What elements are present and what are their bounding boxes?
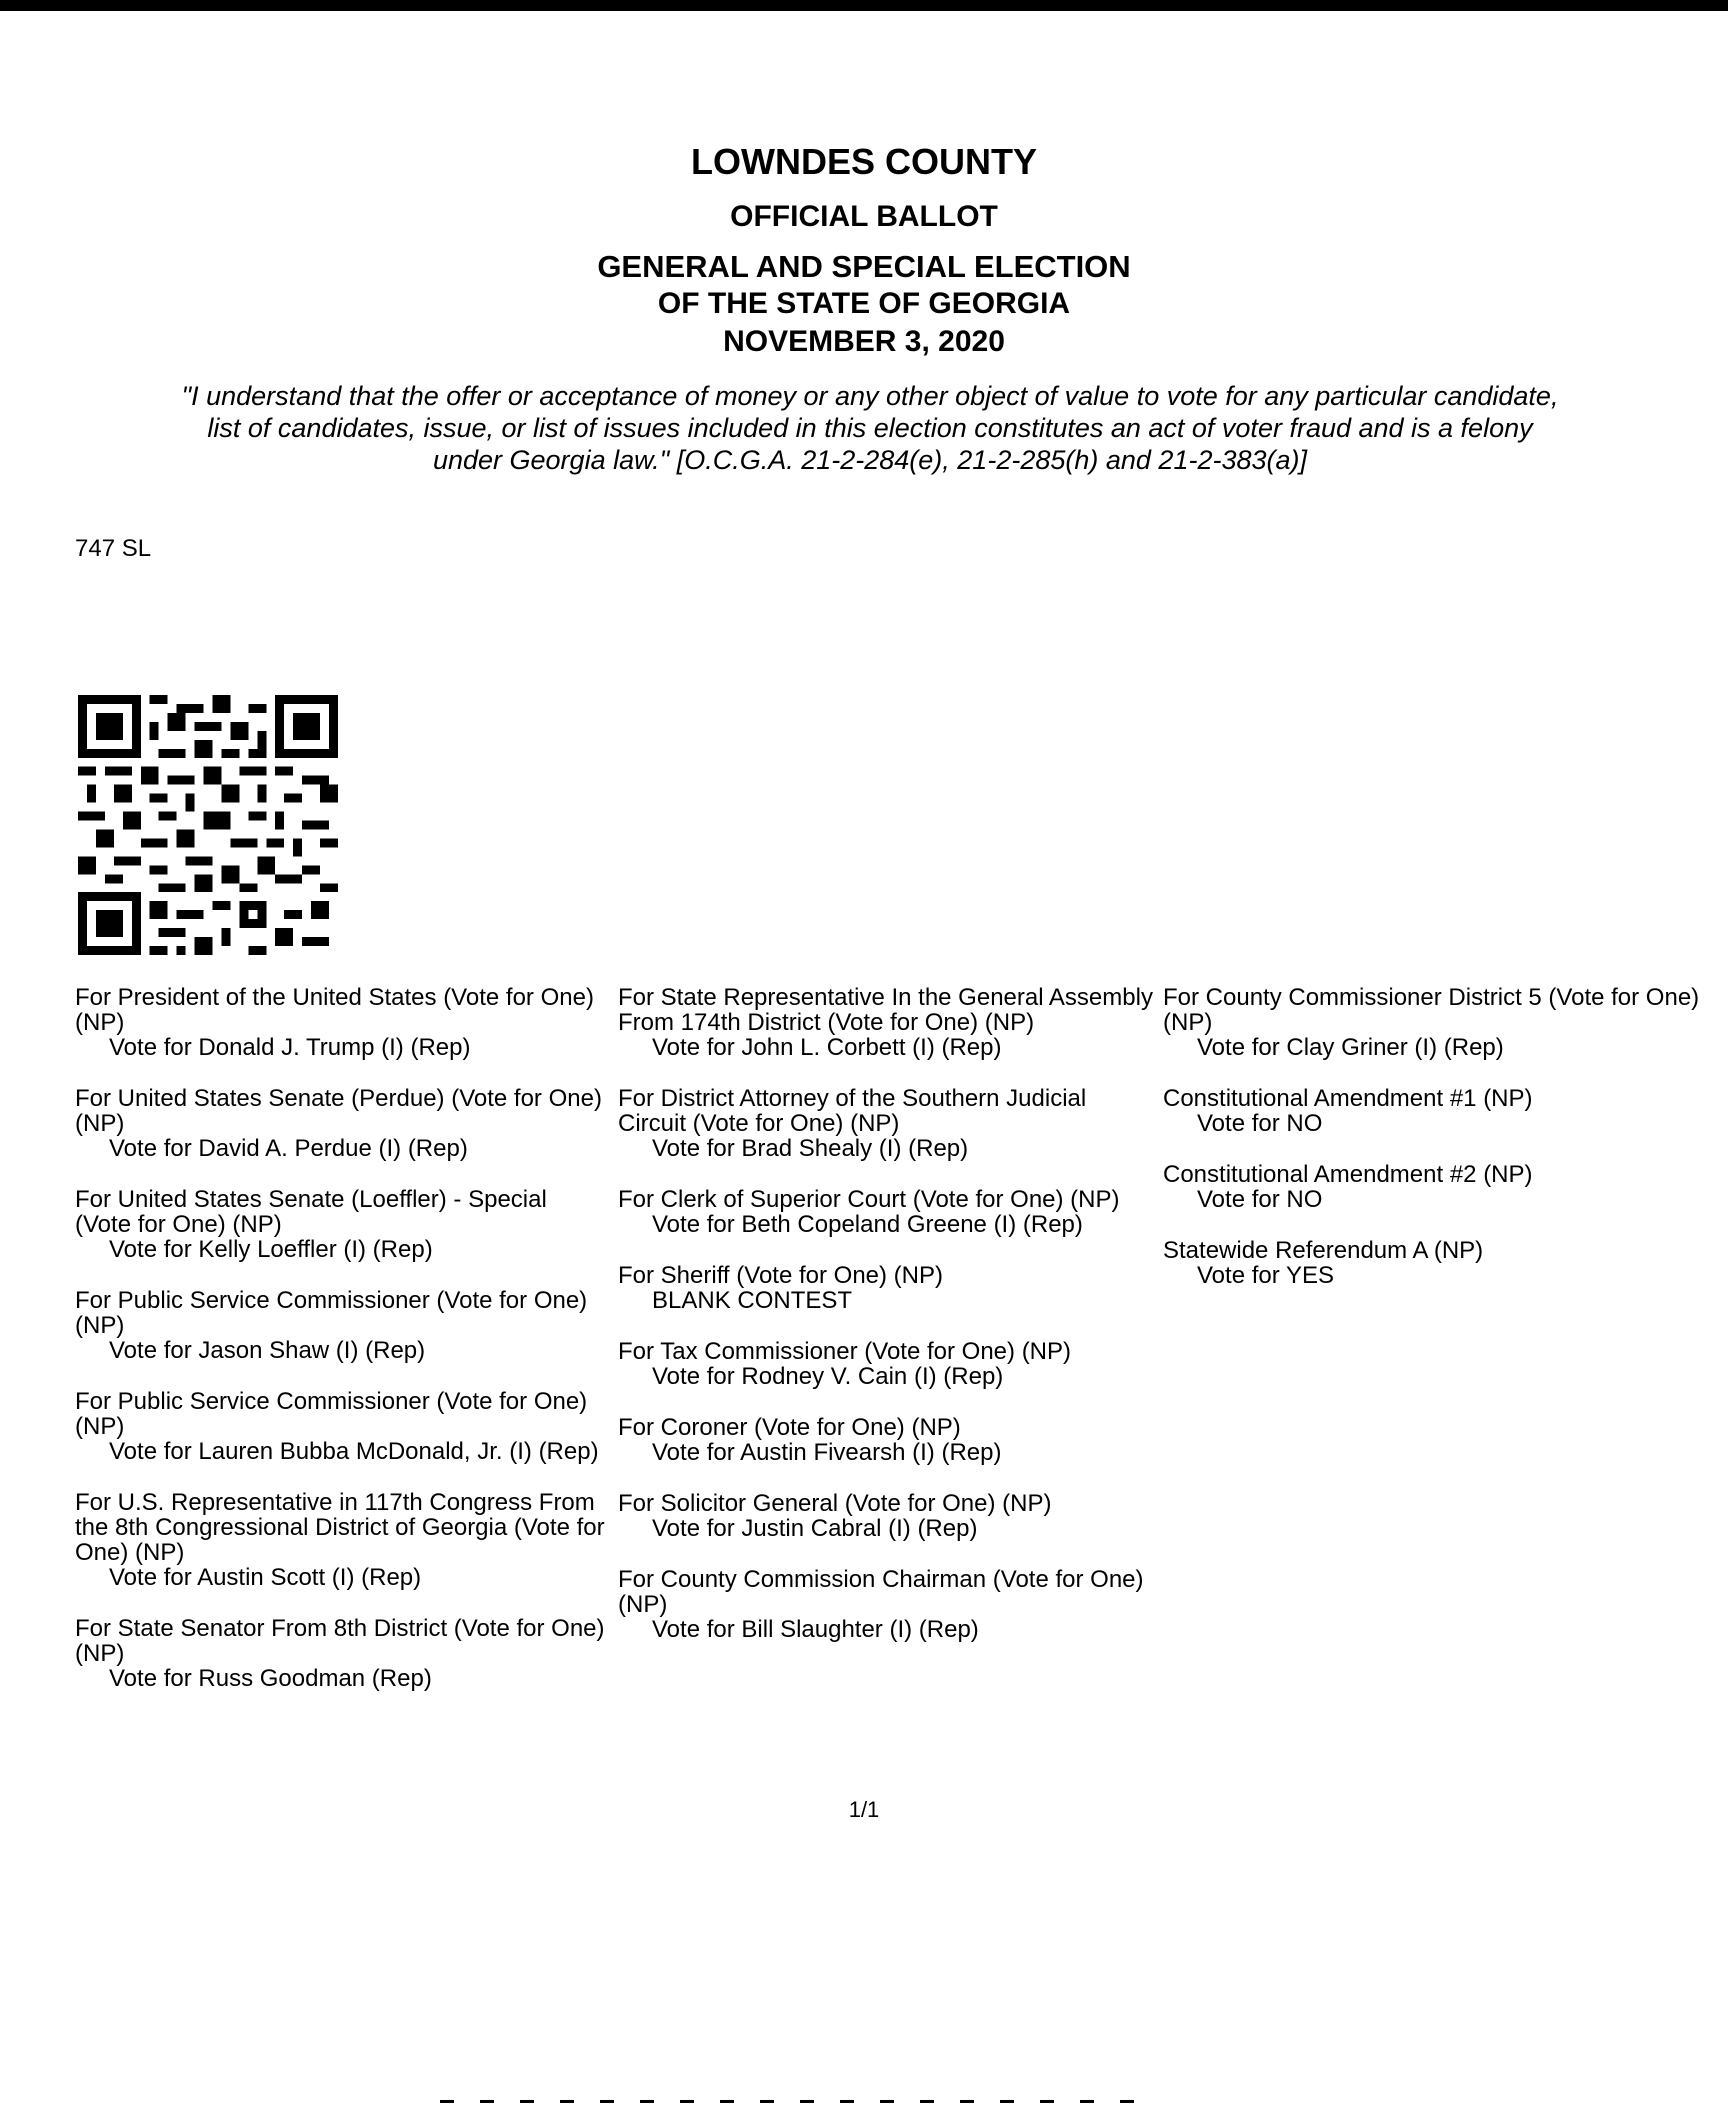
race-entry (75, 1187, 605, 1262)
voter-fraud-statement (100, 380, 1640, 476)
race-entry (75, 1086, 605, 1161)
race-title: For Public Service Commissioner (Vote for One) (NP) (75, 1388, 588, 1440)
oath-line-3: under Georgia law." [O.C.G.A. 21-2-284(e), 21-2-285(h) and 21-2-383(a)] (432, 445, 1308, 475)
race-entry (1163, 1162, 1708, 1212)
race-title: For President of the United States (Vote for One) (NP) (75, 984, 594, 1036)
race-entry (618, 1491, 1158, 1541)
race-entry (75, 1288, 605, 1363)
ballot-column-2 (618, 985, 1158, 1668)
race-vote: Vote for Russ Goodman (Rep) (109, 1665, 432, 1692)
ballot-style-id: 747 SL (75, 535, 152, 562)
race-title: Statewide Referendum A (NP) (1163, 1237, 1484, 1264)
oath-line-1: "I understand that the offer or acceptance of money or any other object of value to vote for any particular candidate, (181, 381, 1559, 411)
race-entry (618, 985, 1158, 1060)
race-vote: Vote for Donald J. Trump (I) (Rep) (109, 1034, 471, 1061)
race-vote: Vote for Brad Shealy (I) (Rep) (652, 1135, 969, 1162)
ballot-column-1 (75, 985, 605, 1717)
race-entry (1163, 1238, 1708, 1288)
race-vote: Vote for Austin Scott (I) (Rep) (109, 1564, 422, 1591)
race-title: Constitutional Amendment #1 (NP) (1163, 1085, 1533, 1112)
race-vote: Vote for YES (1197, 1262, 1334, 1289)
election-title-line1: GENERAL AND SPECIAL ELECTION (597, 249, 1131, 284)
race-vote: BLANK CONTEST (652, 1287, 853, 1314)
ballot-title: OFFICIAL BALLOT (730, 200, 998, 233)
race-entry (618, 1415, 1158, 1465)
ballot-header (0, 140, 1728, 361)
race-title: For Coroner (Vote for One) (NP) (618, 1414, 961, 1441)
county-title: LOWNDES COUNTY (691, 141, 1037, 182)
oath-line-2: list of candidates, issue, or list of issues included in this election constitutes an act of voter fraud and is a felony (207, 413, 1533, 443)
race-title: For Solicitor General (Vote for One) (NP) (618, 1490, 1052, 1517)
race-title: For Clerk of Superior Court (Vote for One) (NP) (618, 1186, 1120, 1213)
race-title: For Sheriff (Vote for One) (NP) (618, 1262, 943, 1289)
race-vote: Vote for Justin Cabral (I) (Rep) (652, 1515, 978, 1542)
ballot-column-3 (1163, 985, 1708, 1314)
race-vote: Vote for Jason Shaw (I) (Rep) (109, 1337, 426, 1364)
race-title: For U.S. Representative in 117th Congress From the 8th Congressional District of Georgia (Vote for One) (NP) (75, 1489, 605, 1566)
race-entry (75, 1490, 605, 1590)
race-entry (75, 1389, 605, 1464)
scan-edge-marks (440, 2100, 1140, 2103)
race-vote: Vote for Kelly Loeffler (I) (Rep) (109, 1236, 433, 1263)
race-vote: Vote for Austin Fivearsh (I) (Rep) (652, 1439, 1002, 1466)
race-entry (618, 1567, 1158, 1642)
race-title: For Public Service Commissioner (Vote for One) (NP) (75, 1287, 588, 1339)
race-entry (618, 1086, 1158, 1161)
election-date: NOVEMBER 3, 2020 (723, 325, 1005, 358)
race-vote: Vote for John L. Corbett (I) (Rep) (652, 1034, 1002, 1061)
race-vote: Vote for Clay Griner (I) (Rep) (1197, 1034, 1504, 1061)
race-vote: Vote for NO (1197, 1186, 1323, 1213)
race-vote: Vote for NO (1197, 1110, 1323, 1137)
qr-code (70, 695, 346, 955)
race-entry (75, 985, 605, 1060)
race-vote: Vote for Beth Copeland Greene (I) (Rep) (652, 1211, 1083, 1238)
race-entry (1163, 985, 1708, 1060)
page-number: 1/1 (848, 1797, 880, 1822)
race-vote: Vote for Lauren Bubba McDonald, Jr. (I) (Rep) (109, 1438, 599, 1465)
election-title-line2: OF THE STATE OF GEORGIA (657, 287, 1071, 320)
race-title: For District Attorney of the Southern Judicial Circuit (Vote for One) (NP) (618, 1085, 1087, 1137)
race-title: For United States Senate (Perdue) (Vote for One) (NP) (75, 1085, 602, 1137)
race-entry (1163, 1086, 1708, 1136)
scan-edge-bar (0, 0, 1728, 11)
race-title: For County Commission Chairman (Vote for One) (NP) (618, 1566, 1144, 1618)
race-vote: Vote for Rodney V. Cain (I) (Rep) (652, 1363, 1004, 1390)
race-title: Constitutional Amendment #2 (NP) (1163, 1161, 1533, 1188)
race-title: For County Commissioner District 5 (Vote for One) (NP) (1163, 984, 1700, 1036)
race-entry (618, 1187, 1158, 1237)
race-title: For Tax Commissioner (Vote for One) (NP) (618, 1338, 1072, 1365)
race-title: For State Representative In the General Assembly From 174th District (Vote for One) (NP) (618, 984, 1153, 1036)
race-title: For State Senator From 8th District (Vote for One) (NP) (75, 1615, 605, 1667)
race-title: For United States Senate (Loeffler) - Special (Vote for One) (NP) (75, 1186, 547, 1238)
race-entry (75, 1616, 605, 1691)
race-vote: Vote for Bill Slaughter (I) (Rep) (652, 1616, 979, 1643)
race-vote: Vote for David A. Perdue (I) (Rep) (109, 1135, 468, 1162)
race-entry (618, 1263, 1158, 1313)
race-entry (618, 1339, 1158, 1389)
